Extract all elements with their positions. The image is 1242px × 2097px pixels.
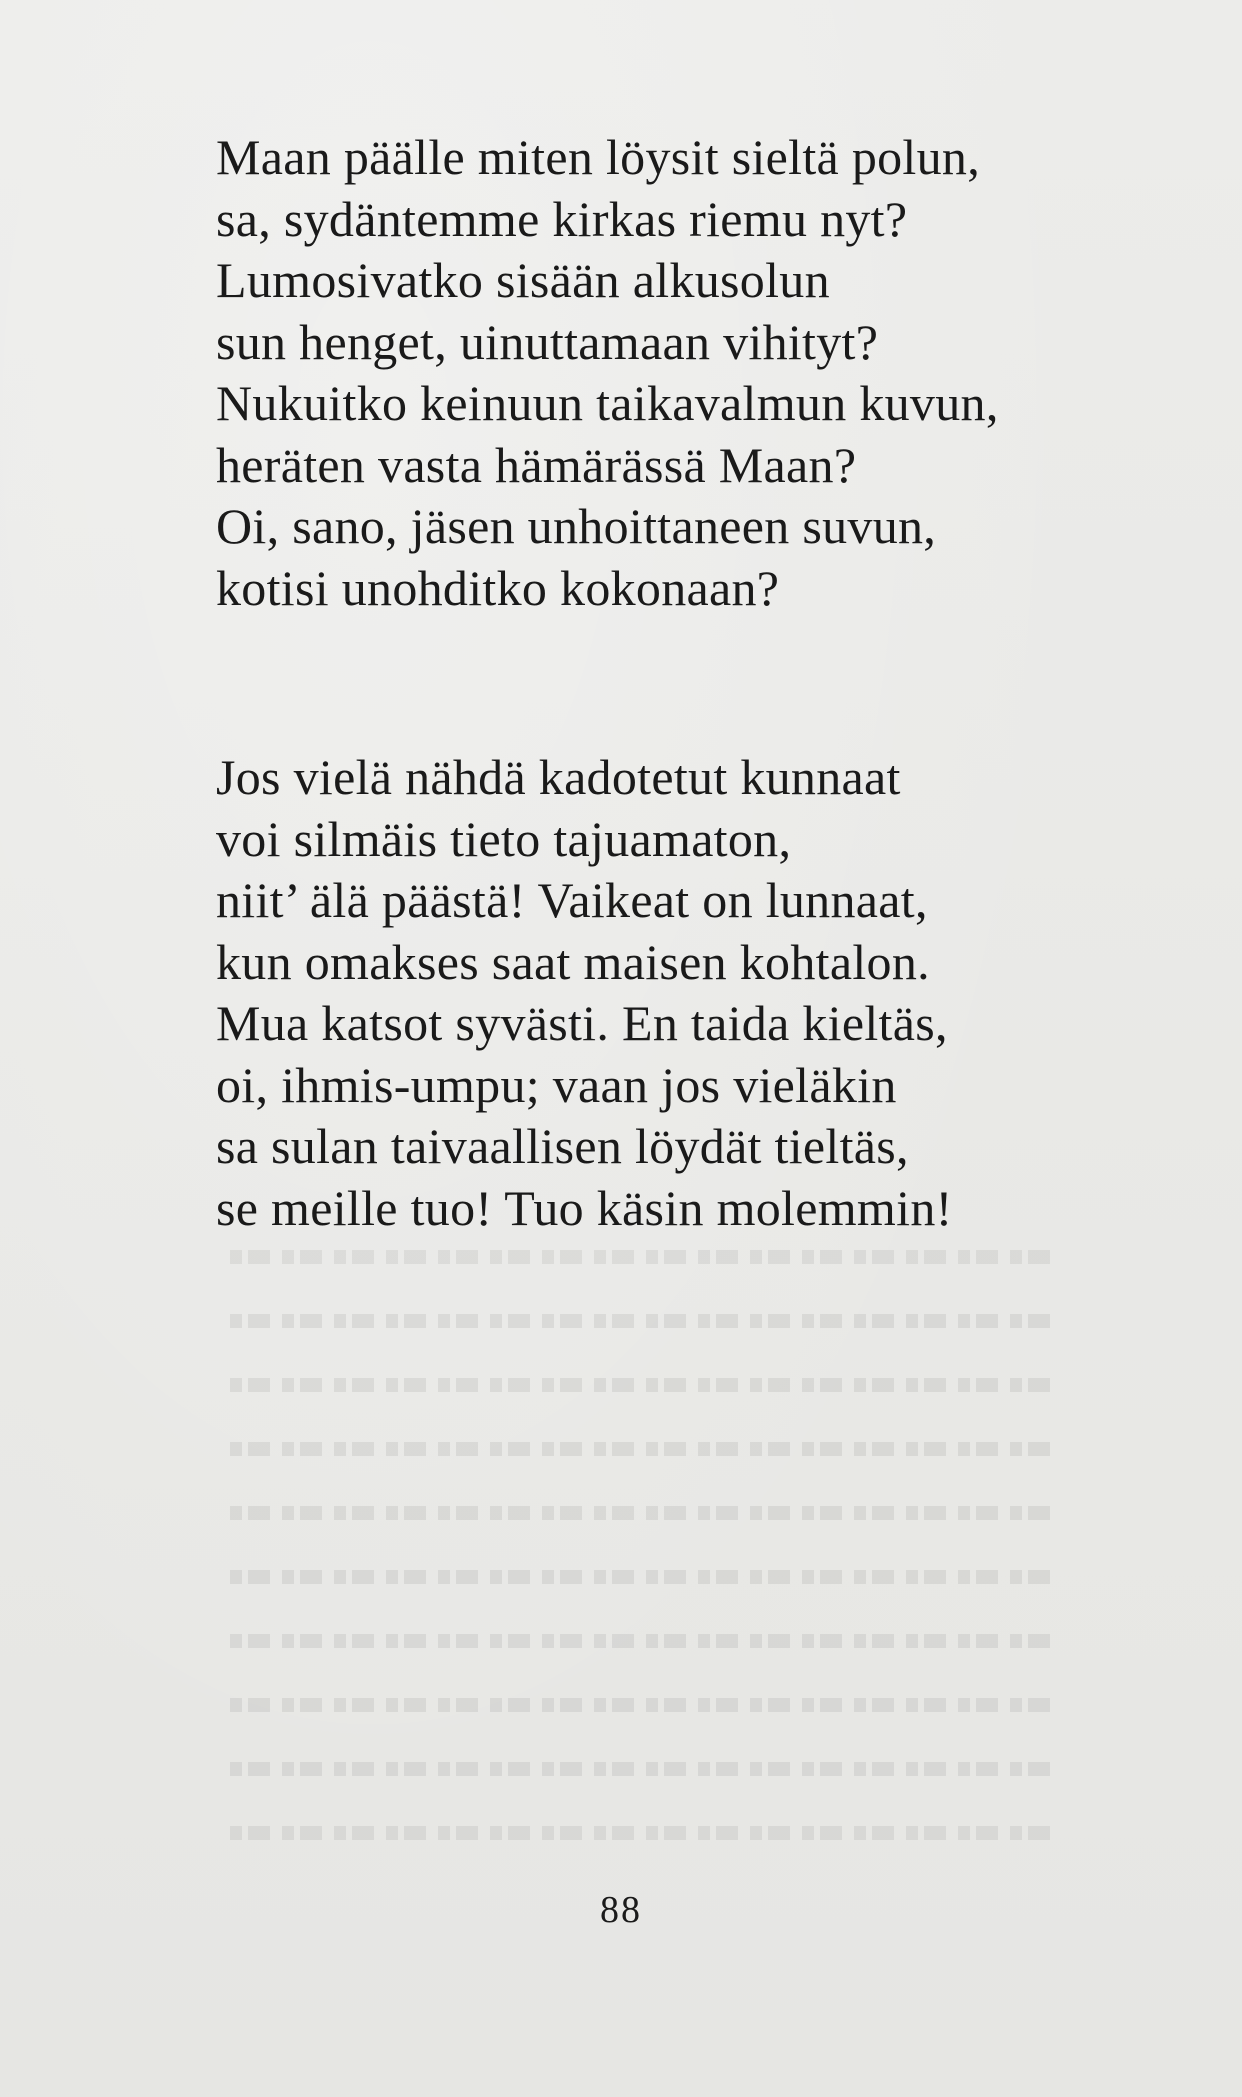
poem-line: Oi, sano, jäsen unhoittaneen suvun, [216, 498, 937, 554]
poem-line: niit’ älä päästä! Vaikeat on lunnaat, [216, 872, 928, 928]
poem-line: kun omakses saat maisen kohtalon. [216, 933, 930, 990]
poem-line: se meille tuo! Tuo käsin molemmin! [216, 1179, 953, 1236]
poem-stanza-1 [216, 127, 1116, 619]
page-number: 88 [600, 1889, 642, 1931]
poem-line: sun henget, uinuttamaan vihityt? [216, 313, 879, 370]
poem-line: sa sulan taivaallisen löydät tieltäs, [216, 1118, 909, 1174]
poem-line: Nukuitko keinuun taikavalmun kuvun, [216, 375, 999, 431]
poem-line: heräten vasta hämärässä Maan? [216, 436, 857, 493]
poem-line: Jos vielä nähdä kadotetut kunnaat [216, 749, 901, 805]
reverse-side-show-through [230, 1250, 1050, 1850]
poem-stanza-2 [216, 747, 1116, 1239]
poem-line: Mua katsot syvästi. En taida kieltäs, [216, 995, 948, 1051]
poem-line: oi, ihmis-umpu; vaan jos vieläkin [216, 1056, 897, 1113]
poem-line: sa, sydäntemme kirkas riemu nyt? [216, 190, 908, 247]
poem-line: voi silmäis tieto tajuamaton, [216, 810, 792, 867]
poem-line: kotisi unohditko kokonaan? [216, 559, 780, 616]
poem-line: Lumosivatko sisään alkusolun [216, 252, 830, 308]
poem-line: Maan päälle miten löysit sieltä polun, [216, 129, 981, 185]
